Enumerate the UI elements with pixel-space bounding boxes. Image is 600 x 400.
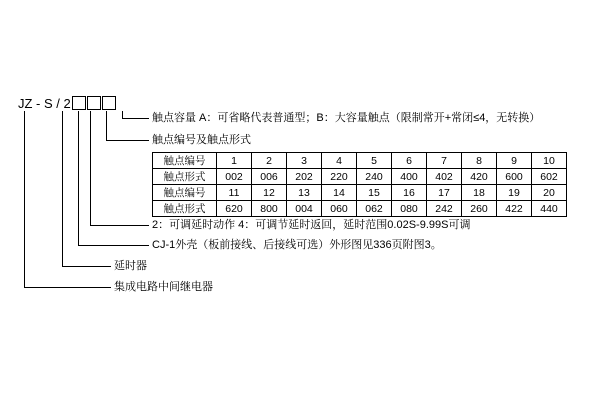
- table-cell: 002: [217, 169, 252, 185]
- row-header: 触点形式: [153, 169, 217, 185]
- table-cell: 8: [462, 153, 497, 169]
- row-header: 触点编号: [153, 153, 217, 169]
- table-cell: 20: [532, 185, 567, 201]
- table-cell: 1: [217, 153, 252, 169]
- table-cell: 16: [392, 185, 427, 201]
- leader-line-product-horizontal: [24, 287, 111, 288]
- model-code-box-1: [72, 96, 86, 110]
- table-cell: 400: [392, 169, 427, 185]
- table-cell: 620: [217, 201, 252, 217]
- table-row: [153, 185, 567, 201]
- annotation-delay: 延时器: [114, 260, 147, 272]
- table-row: [153, 169, 567, 185]
- contact-table-wrap: [152, 152, 567, 217]
- leader-line-product-vertical: [24, 111, 25, 288]
- table-cell: 14: [322, 185, 357, 201]
- table-cell: 800: [252, 201, 287, 217]
- table-row: [153, 201, 567, 217]
- leader-line-contactform-vertical: [106, 111, 107, 141]
- annotation-contact-number-form: 触点编号及触点形式: [152, 134, 251, 146]
- leader-line-contactform-horizontal: [106, 140, 149, 141]
- table-cell: 17: [427, 185, 462, 201]
- contact-table: [152, 152, 567, 217]
- table-cell: 15: [357, 185, 392, 201]
- annotation-delay-action: 2：可调延时动作 4：可调节延时返回，延时范围0.02S-9.99S可调: [152, 219, 471, 231]
- table-cell: 4: [322, 153, 357, 169]
- table-cell: 5: [357, 153, 392, 169]
- table-cell: 13: [287, 185, 322, 201]
- table-cell: 19: [497, 185, 532, 201]
- annotation-product: 集成电路中间继电器: [114, 281, 213, 293]
- table-cell: 080: [392, 201, 427, 217]
- table-cell: 6: [392, 153, 427, 169]
- table-cell: 220: [322, 169, 357, 185]
- leader-line-delayaction-vertical: [90, 111, 91, 226]
- table-cell: 440: [532, 201, 567, 217]
- contact-table-body: [153, 153, 567, 217]
- table-cell: 260: [462, 201, 497, 217]
- table-cell: 420: [462, 169, 497, 185]
- table-row: [153, 153, 567, 169]
- leader-line-capacity-horizontal: [122, 118, 149, 119]
- leader-line-delay-horizontal: [62, 266, 111, 267]
- model-code-box-2: [87, 96, 101, 110]
- leader-line-delayaction-horizontal: [90, 225, 149, 226]
- table-cell: 062: [357, 201, 392, 217]
- table-cell: 240: [357, 169, 392, 185]
- model-code: [18, 96, 116, 111]
- leader-line-delay-vertical: [62, 111, 63, 267]
- row-header: 触点编号: [153, 185, 217, 201]
- table-cell: 3: [287, 153, 322, 169]
- table-cell: 602: [532, 169, 567, 185]
- row-header: 触点形式: [153, 201, 217, 217]
- leader-line-shell-vertical: [78, 111, 79, 246]
- leader-line-shell-horizontal: [78, 245, 149, 246]
- table-cell: 402: [427, 169, 462, 185]
- table-cell: 2: [252, 153, 287, 169]
- table-cell: 202: [287, 169, 322, 185]
- table-cell: 11: [217, 185, 252, 201]
- table-cell: 7: [427, 153, 462, 169]
- table-cell: 600: [497, 169, 532, 185]
- table-cell: 060: [322, 201, 357, 217]
- table-cell: 12: [252, 185, 287, 201]
- table-cell: 242: [427, 201, 462, 217]
- table-cell: 004: [287, 201, 322, 217]
- annotation-capacity: 触点容量 A：可省略代表普通型；B：大容量触点（限制常开+常闭≤4，无转换）: [152, 112, 541, 124]
- annotation-shell: CJ-1外壳（板前接线、后接线可选）外形图见336页附图3。: [152, 239, 442, 251]
- table-cell: 9: [497, 153, 532, 169]
- model-code-box-3: [102, 96, 116, 110]
- table-cell: 18: [462, 185, 497, 201]
- table-cell: 006: [252, 169, 287, 185]
- table-cell: 422: [497, 201, 532, 217]
- model-code-text: JZ - S / 2: [18, 96, 71, 111]
- table-cell: 10: [532, 153, 567, 169]
